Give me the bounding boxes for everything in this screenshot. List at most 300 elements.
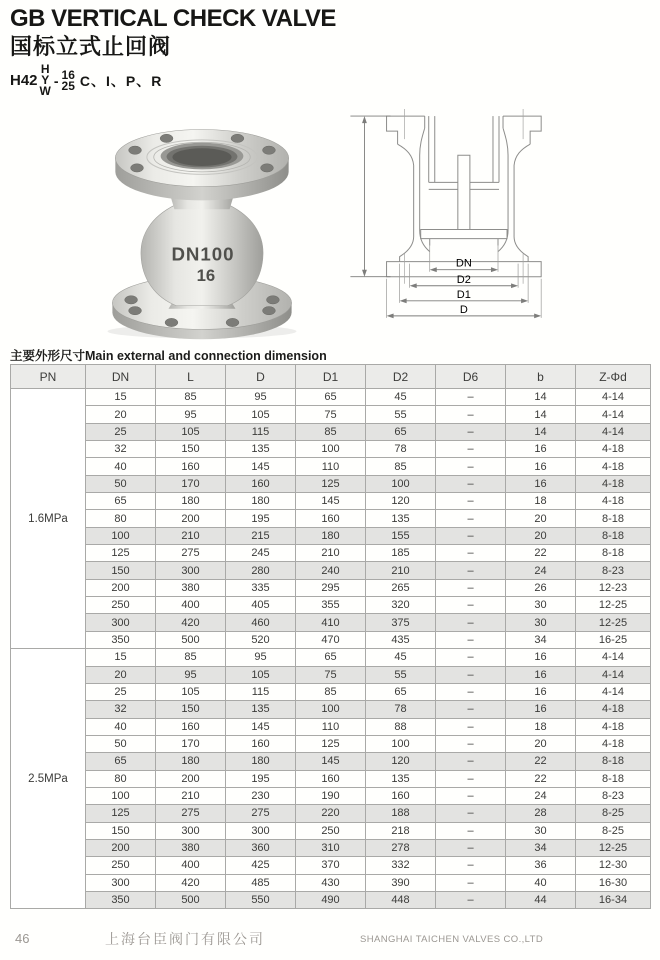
dimension-cell: 4-18 xyxy=(576,475,651,492)
dimension-cell: 200 xyxy=(156,770,226,787)
dimension-cell: – xyxy=(436,805,506,822)
dimension-cell: 280 xyxy=(226,562,296,579)
dimension-cell: 8-18 xyxy=(576,510,651,527)
dimension-cell: 250 xyxy=(296,822,366,839)
dimension-table xyxy=(10,364,651,909)
dimension-cell: 160 xyxy=(296,770,366,787)
dimension-lines xyxy=(350,116,541,318)
dimension-cell: 360 xyxy=(226,839,296,856)
pn-group-label: 2.5MPa xyxy=(11,649,86,909)
dimension-cell: 470 xyxy=(296,631,366,648)
dimension-cell: 16-34 xyxy=(576,891,651,908)
dimension-cell: 405 xyxy=(226,597,296,614)
dimension-cell: 75 xyxy=(296,666,366,683)
dimension-cell: – xyxy=(436,839,506,856)
dimension-cell: – xyxy=(436,406,506,423)
table-row xyxy=(11,701,651,718)
table-row xyxy=(11,735,651,752)
dimension-cell: 125 xyxy=(296,475,366,492)
dimension-cell: 100 xyxy=(296,441,366,458)
dimension-cell: 80 xyxy=(86,770,156,787)
body-marking-dn: DN100 xyxy=(171,243,235,265)
table-row xyxy=(11,579,651,596)
dimension-cell: 4-14 xyxy=(576,683,651,700)
valve-photo xyxy=(74,112,330,345)
dimension-cell: 4-14 xyxy=(576,649,651,666)
dimension-cell: 520 xyxy=(226,631,296,648)
dimension-cell: 44 xyxy=(506,891,576,908)
dimension-cell: 22 xyxy=(506,770,576,787)
col-header-d2: D2 xyxy=(366,365,436,389)
page-title-cn: 国标立式止回阀 xyxy=(10,34,172,59)
dimension-cell: 220 xyxy=(296,805,366,822)
page-header xyxy=(10,5,336,97)
dimension-cell: 30 xyxy=(506,614,576,631)
dimension-cell: 85 xyxy=(156,389,226,406)
table-row xyxy=(11,406,651,423)
dimension-cell: 4-18 xyxy=(576,735,651,752)
dimension-cell: – xyxy=(436,683,506,700)
dimension-cell: 210 xyxy=(296,545,366,562)
dimension-cell: – xyxy=(436,770,506,787)
dimension-cell: 50 xyxy=(86,475,156,492)
dimension-cell: 350 xyxy=(86,891,156,908)
dimension-cell: 190 xyxy=(296,787,366,804)
dimension-cell: 420 xyxy=(156,614,226,631)
table-body xyxy=(11,389,651,909)
dimension-cell: 380 xyxy=(156,839,226,856)
dim-label-d2: D2 xyxy=(456,273,471,286)
dimension-cell: 435 xyxy=(366,631,436,648)
dimension-cell: 400 xyxy=(156,857,226,874)
valve-outline xyxy=(387,116,542,277)
table-row xyxy=(11,839,651,856)
dimension-cell: 40 xyxy=(506,874,576,891)
dimension-cell: 4-18 xyxy=(576,441,651,458)
col-header-d1: D1 xyxy=(296,365,366,389)
dimension-cell: 300 xyxy=(86,874,156,891)
dimension-cell: 145 xyxy=(226,458,296,475)
dimension-cell: – xyxy=(436,874,506,891)
table-row xyxy=(11,562,651,579)
dimension-cell: 40 xyxy=(86,458,156,475)
dimension-cell: 95 xyxy=(226,649,296,666)
dimension-cell: 22 xyxy=(506,753,576,770)
table-row xyxy=(11,857,651,874)
dimension-cell: – xyxy=(436,510,506,527)
dimension-cell: 20 xyxy=(86,406,156,423)
dimension-cell: 16-25 xyxy=(576,631,651,648)
dimension-cell: 180 xyxy=(296,527,366,544)
dimension-cell: 4-18 xyxy=(576,458,651,475)
dimension-cell: 12-25 xyxy=(576,614,651,631)
dimension-cell: 20 xyxy=(506,510,576,527)
dimension-cell: 550 xyxy=(226,891,296,908)
dimension-cell: 150 xyxy=(86,822,156,839)
dimension-cell: 380 xyxy=(156,579,226,596)
dimension-cell: 300 xyxy=(156,562,226,579)
col-header-b: b xyxy=(506,365,576,389)
table-header-row xyxy=(11,365,651,389)
dimension-cell: 4-18 xyxy=(576,718,651,735)
dimension-cell: 65 xyxy=(296,649,366,666)
dimension-cell: 26 xyxy=(506,579,576,596)
dimension-cell: 8-25 xyxy=(576,805,651,822)
dimension-cell: 160 xyxy=(296,510,366,527)
dimension-cell: 65 xyxy=(86,753,156,770)
dimension-cell: 430 xyxy=(296,874,366,891)
dimension-cell: 105 xyxy=(156,683,226,700)
table-row xyxy=(11,614,651,631)
valve-photo-image xyxy=(74,112,330,340)
dimension-cell: 16 xyxy=(506,649,576,666)
dimension-cell: 100 xyxy=(86,527,156,544)
dimension-cell: 355 xyxy=(296,597,366,614)
dimension-cell: 300 xyxy=(86,614,156,631)
dimension-cell: 50 xyxy=(86,735,156,752)
dimension-cell: 210 xyxy=(156,787,226,804)
dimension-cell: 12-25 xyxy=(576,597,651,614)
dimension-cell: 350 xyxy=(86,631,156,648)
dimension-cell: – xyxy=(436,857,506,874)
dimension-cell: 85 xyxy=(296,683,366,700)
dimension-cell: 75 xyxy=(296,406,366,423)
dimension-cell: – xyxy=(436,614,506,631)
table-row xyxy=(11,458,651,475)
dimension-cell: 160 xyxy=(156,458,226,475)
dimension-cell: 55 xyxy=(366,666,436,683)
model-pressure-options: 16 25 xyxy=(61,67,75,93)
model-number xyxy=(10,64,336,97)
table-row xyxy=(11,510,651,527)
dimension-cell: 200 xyxy=(156,510,226,527)
dimension-cell: 240 xyxy=(296,562,366,579)
dimension-cell: – xyxy=(436,493,506,510)
dimension-cell: – xyxy=(436,787,506,804)
dimension-cell: 8-18 xyxy=(576,770,651,787)
dimension-cell: – xyxy=(436,666,506,683)
dimension-cell: 180 xyxy=(156,753,226,770)
dimension-cell: 410 xyxy=(296,614,366,631)
table-caption: 主要外形尺寸Main external and connection dimension xyxy=(10,349,327,363)
col-header-z: Z-Φd xyxy=(576,365,651,389)
dimension-cell: 14 xyxy=(506,406,576,423)
table-row xyxy=(11,805,651,822)
dimension-cell: 500 xyxy=(156,891,226,908)
dimension-cell: 160 xyxy=(226,475,296,492)
dim-label-dn: DN xyxy=(455,257,472,270)
dimension-cell: 15 xyxy=(86,649,156,666)
dimension-cell: 200 xyxy=(86,579,156,596)
dimension-cell: 295 xyxy=(296,579,366,596)
valve-section-drawing xyxy=(336,98,658,349)
dimension-cell: – xyxy=(436,423,506,440)
dimension-cell: 310 xyxy=(296,839,366,856)
dimension-cell: 160 xyxy=(226,735,296,752)
dimension-cell: 88 xyxy=(366,718,436,735)
dimension-cell: 16-30 xyxy=(576,874,651,891)
dimension-cell: – xyxy=(436,631,506,648)
dimension-cell: 28 xyxy=(506,805,576,822)
table-row xyxy=(11,493,651,510)
dimension-cell: 25 xyxy=(86,423,156,440)
dimension-cell: 390 xyxy=(366,874,436,891)
model-material-codes: C、I、P、R xyxy=(79,72,163,89)
col-header-l: L xyxy=(156,365,226,389)
dimension-cell: 32 xyxy=(86,441,156,458)
dimension-cell: – xyxy=(436,649,506,666)
table-row xyxy=(11,423,651,440)
page-footer xyxy=(0,929,660,951)
dimension-cell: 20 xyxy=(506,527,576,544)
dimension-cell: 12-25 xyxy=(576,839,651,856)
dimension-cell: 210 xyxy=(156,527,226,544)
dimension-cell: 230 xyxy=(226,787,296,804)
dimension-cell: 180 xyxy=(226,753,296,770)
dimension-cell: – xyxy=(436,458,506,475)
dimension-cell: 100 xyxy=(86,787,156,804)
page-title-en: GB VERTICAL CHECK VALVE xyxy=(10,5,336,32)
table-row xyxy=(11,597,651,614)
dimension-cell: 65 xyxy=(366,423,436,440)
dimension-cell: 200 xyxy=(86,839,156,856)
dimension-cell: 100 xyxy=(366,735,436,752)
dimension-cell: 16 xyxy=(506,458,576,475)
dimension-cell: 195 xyxy=(226,510,296,527)
table-row xyxy=(11,874,651,891)
company-name-en: SHANGHAI TAICHEN VALVES CO.,LTD xyxy=(360,934,544,945)
dimension-cell: 150 xyxy=(156,701,226,718)
dimension-cell: 40 xyxy=(86,718,156,735)
dimension-cell: 125 xyxy=(86,805,156,822)
dimension-cell: – xyxy=(436,545,506,562)
table-row xyxy=(11,389,651,406)
table-row xyxy=(11,891,651,908)
dimension-cell: 4-14 xyxy=(576,666,651,683)
dimension-cell: 14 xyxy=(506,389,576,406)
dimension-cell: – xyxy=(436,822,506,839)
dimension-cell: 78 xyxy=(366,441,436,458)
dimension-cell: 8-23 xyxy=(576,562,651,579)
dimension-cell: 135 xyxy=(366,510,436,527)
dimension-cell: 8-25 xyxy=(576,822,651,839)
dimension-cell: – xyxy=(436,891,506,908)
dimension-cell: – xyxy=(436,579,506,596)
dimension-cell: 36 xyxy=(506,857,576,874)
dimension-cell: 300 xyxy=(226,822,296,839)
dimension-cell: 160 xyxy=(156,718,226,735)
dimension-cell: 65 xyxy=(366,683,436,700)
dimension-cell: 8-18 xyxy=(576,753,651,770)
table-row xyxy=(11,822,651,839)
dimension-cell: 30 xyxy=(506,597,576,614)
dimension-cell: 500 xyxy=(156,631,226,648)
dimension-cell: – xyxy=(436,562,506,579)
dimension-cell: 332 xyxy=(366,857,436,874)
dimension-cell: 400 xyxy=(156,597,226,614)
dimension-cell: 34 xyxy=(506,839,576,856)
dimension-cell: 8-18 xyxy=(576,545,651,562)
dimension-cell: 275 xyxy=(156,545,226,562)
table-row xyxy=(11,683,651,700)
dimension-cell: 95 xyxy=(156,406,226,423)
table-row xyxy=(11,718,651,735)
dimension-cell: 250 xyxy=(86,857,156,874)
dimension-cell: 12-23 xyxy=(576,579,651,596)
dimension-cell: – xyxy=(436,527,506,544)
dimension-cell: 34 xyxy=(506,631,576,648)
model-dash: - xyxy=(53,72,59,89)
dimension-cell: 150 xyxy=(86,562,156,579)
dimension-cell: – xyxy=(436,701,506,718)
dimension-cell: 4-14 xyxy=(576,389,651,406)
dimension-cell: 180 xyxy=(226,493,296,510)
dimension-cell: 110 xyxy=(296,458,366,475)
dimension-cell: 14 xyxy=(506,423,576,440)
col-header-pn: PN xyxy=(11,365,86,389)
dimension-cell: 85 xyxy=(296,423,366,440)
dimension-cell: 95 xyxy=(226,389,296,406)
table-row xyxy=(11,787,651,804)
dimension-cell: 95 xyxy=(156,666,226,683)
valve-section-drawing-image xyxy=(336,98,658,344)
dimension-cell: 210 xyxy=(366,562,436,579)
dimension-cell: 375 xyxy=(366,614,436,631)
dimension-cell: 4-18 xyxy=(576,493,651,510)
dimension-cell: 195 xyxy=(226,770,296,787)
dimension-cell: 490 xyxy=(296,891,366,908)
dimension-cell: 30 xyxy=(506,822,576,839)
dimension-cell: 20 xyxy=(506,735,576,752)
table-row xyxy=(11,527,651,544)
dim-label-d1: D1 xyxy=(456,288,471,301)
dimension-cell: 65 xyxy=(296,389,366,406)
model-prefix: H42 xyxy=(10,72,38,89)
dimension-cell: 4-14 xyxy=(576,423,651,440)
dimension-cell: 16 xyxy=(506,701,576,718)
dimension-cell: – xyxy=(436,735,506,752)
dimension-cell: 85 xyxy=(366,458,436,475)
dimension-cell: 335 xyxy=(226,579,296,596)
table-row xyxy=(11,770,651,787)
dimension-cell: 45 xyxy=(366,389,436,406)
dimension-cell: 300 xyxy=(156,822,226,839)
dimension-cell: 105 xyxy=(226,406,296,423)
table-row xyxy=(11,475,651,492)
dimension-cell: 4-14 xyxy=(576,406,651,423)
dimension-cell: 25 xyxy=(86,683,156,700)
dimension-cell: 105 xyxy=(226,666,296,683)
dimension-cell: – xyxy=(436,597,506,614)
dimension-cell: 65 xyxy=(86,493,156,510)
table-row xyxy=(11,631,651,648)
dimension-cell: 110 xyxy=(296,718,366,735)
dimension-cell: 120 xyxy=(366,493,436,510)
dimension-cell: 245 xyxy=(226,545,296,562)
dimension-cell: 135 xyxy=(226,701,296,718)
dimension-cell: 85 xyxy=(156,649,226,666)
dimension-cell: 120 xyxy=(366,753,436,770)
dimension-cell: 115 xyxy=(226,423,296,440)
dimension-cell: 4-18 xyxy=(576,701,651,718)
company-name-cn: 上海台臣阀门有限公司 xyxy=(105,931,265,947)
dimension-cell: 278 xyxy=(366,839,436,856)
dimension-cell: 425 xyxy=(226,857,296,874)
model-body-options: H Y W xyxy=(39,62,51,98)
dimension-cell: 16 xyxy=(506,683,576,700)
dimension-cell: 215 xyxy=(226,527,296,544)
dimension-cell: – xyxy=(436,441,506,458)
dimension-cell: 22 xyxy=(506,545,576,562)
dimension-cell: – xyxy=(436,718,506,735)
dimension-cell: 12-30 xyxy=(576,857,651,874)
dimension-cell: 125 xyxy=(86,545,156,562)
page-number: 46 xyxy=(15,931,30,946)
dimension-cell: 18 xyxy=(506,718,576,735)
dimension-cell: 135 xyxy=(366,770,436,787)
dimension-cell: 18 xyxy=(506,493,576,510)
bore-dark xyxy=(172,148,231,166)
dimension-cell: – xyxy=(436,753,506,770)
dimension-cell: 8-18 xyxy=(576,527,651,544)
dimension-cell: 448 xyxy=(366,891,436,908)
dimension-cell: 24 xyxy=(506,787,576,804)
dim-label-d: D xyxy=(459,303,468,316)
dimension-cell: 188 xyxy=(366,805,436,822)
table-row xyxy=(11,753,651,770)
dimension-cell: 250 xyxy=(86,597,156,614)
dimension-cell: 115 xyxy=(226,683,296,700)
table-row xyxy=(11,649,651,666)
dimension-cell: 16 xyxy=(506,441,576,458)
dimension-cell: – xyxy=(436,475,506,492)
col-header-dn: DN xyxy=(86,365,156,389)
dimension-cell: 24 xyxy=(506,562,576,579)
dimension-cell: 170 xyxy=(156,475,226,492)
body-marking-pn: 16 xyxy=(196,266,216,286)
dimension-cell: 145 xyxy=(296,753,366,770)
table-row xyxy=(11,441,651,458)
dimension-cell: 15 xyxy=(86,389,156,406)
dimension-cell: 185 xyxy=(366,545,436,562)
table-row xyxy=(11,545,651,562)
dimension-cell: 145 xyxy=(296,493,366,510)
col-header-d: D xyxy=(226,365,296,389)
dimension-cell: 100 xyxy=(366,475,436,492)
dimension-cell: 180 xyxy=(156,493,226,510)
dimension-cell: 100 xyxy=(296,701,366,718)
col-header-d6: D6 xyxy=(436,365,506,389)
pn-group-label: 1.6MPa xyxy=(11,389,86,649)
dimension-cell: 155 xyxy=(366,527,436,544)
dimension-cell: 80 xyxy=(86,510,156,527)
dimension-cell: 16 xyxy=(506,666,576,683)
dimension-cell: 145 xyxy=(226,718,296,735)
dimension-cell: 125 xyxy=(296,735,366,752)
dimension-cell: 16 xyxy=(506,475,576,492)
dimension-cell: 170 xyxy=(156,735,226,752)
dimension-cell: 105 xyxy=(156,423,226,440)
dimension-cell: 32 xyxy=(86,701,156,718)
dimension-cell: 218 xyxy=(366,822,436,839)
dimension-cell: 485 xyxy=(226,874,296,891)
table-row xyxy=(11,666,651,683)
dimension-cell: 8-23 xyxy=(576,787,651,804)
dimension-cell: 135 xyxy=(226,441,296,458)
dimension-cell: 460 xyxy=(226,614,296,631)
dimension-cell: – xyxy=(436,389,506,406)
dimension-cell: 420 xyxy=(156,874,226,891)
